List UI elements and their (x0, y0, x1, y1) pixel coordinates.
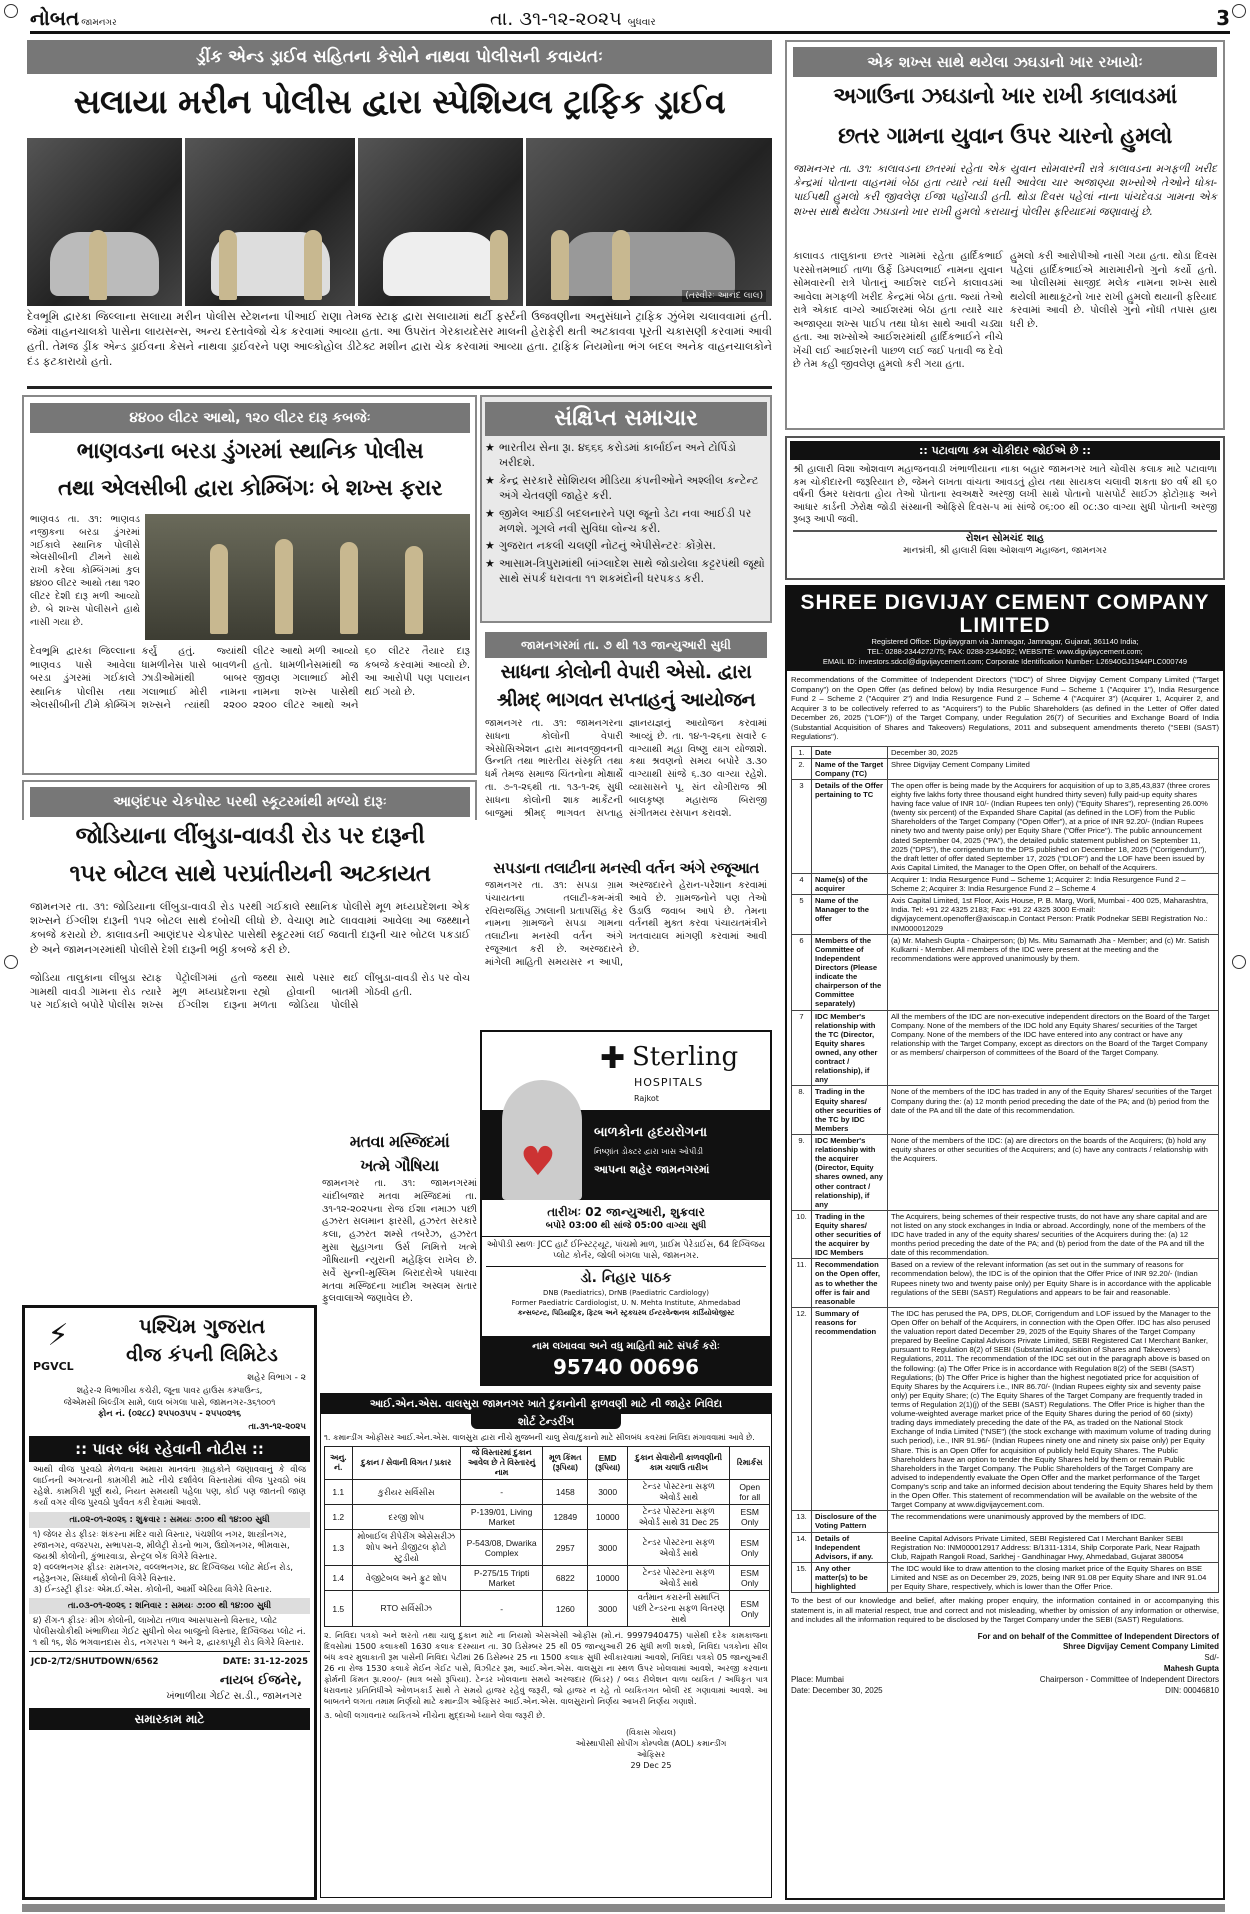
company-name: SHREE DIGVIJAY CEMENT COMPANY LIMITED (800, 591, 1210, 638)
idc-table-row (792, 934, 1219, 1010)
traffic-drive-photo (27, 138, 182, 306)
idc-cell-no: 10. (792, 1210, 812, 1259)
sterling-hospital-ad (480, 1030, 772, 1386)
idc-cell-key: Name of the Target Company (TC) (812, 758, 888, 779)
tender-cell: દરજી શોપ (352, 1505, 460, 1530)
pgvcl-company-name: પશ્ચિમ ગુજરાત (138, 1314, 266, 1338)
idc-cell-no: 3 (792, 779, 812, 873)
idc-cell-key: Trading in the Equity shares/ other securities of the acquirer by IDC Members (812, 1210, 888, 1259)
news-brief-item: ★ આસામ-ત્રિપુરામાંથી બાંગ્લાદેશ સાથે જોડાયેલા કટ્ટરપંથી જૂથો સાથે સંપર્ક ધરાવતા ૧૧ શકમંદોની ધરપકડ કરી. (485, 556, 765, 587)
tender-cell: 6822 (543, 1566, 588, 1591)
idc-cell-value: Based on a review of the relevant information (as set out in the summary of reasons for recommendation below), the IDC is of the opinion that the Offer Price of INR 92.20/- (Indian Rupees ninety two and twenty paise only) per Equity Share is in accordance with the applicable regulations of the SEBI (SAST) Regulations and appears to be fair and reasonable. (888, 1259, 1219, 1308)
heart-icon: ♥ (520, 1139, 556, 1185)
cement-ad-intro: Recommendations of the Committee of Independent Directors ("IDC") of Shree Digvijay Cement Company Limited ("Target Company") on the Open Offer (as defined below) by India Resurgence Fund – Scheme 1 ("Acquirer 1"), India Resurgence Fund 2 – Scheme 2 ("Acquirer 2") and India Resurgence Fund 2 – Scheme 4 ("Acquirer 3") (Acquirer 1, Acquirer 2, and Acquirer 3 to be collectively referred to as "Acquirers") to the Public Shareholders (as defined in the Letter of Offer dated December 26, 2025 ("LOF")) of the Target Company, under Regulation 26(7) of Securities and Exchange Board of India (Substantial Acquisition of Shares and Takeovers) Regulations, 2011 and subsequent amendments thereto ("SEBI (SAST) Regulations"). (791, 675, 1219, 742)
sterling-brand: Sterling (632, 1042, 739, 1072)
sterling-banner (482, 1110, 770, 1200)
kalavad-headline-1: અગાઉના ઝઘડાનો ખાર રાખી કાલાવડમાં (833, 84, 1177, 109)
page-number: 3 (1216, 6, 1230, 30)
masjid-body: જામનગર તા. ૩૧: જામનગરમાં ચાંદીબજાર મતવા મસ્જિદમાં તા. ૩૧-૧૨-૨૦૨૫ના રોજ ઈશા નમાઝ પછી હઝરત સલમાન ફારસી, હઝરત સરકારે કલા, હઝરત શમ્સે તબરેઝ, હઝરત મુસા સુહાગના ઉર્સ નિમિત્તે ખત્મે ગૌષિયાની ન્યુરાની મહેફિલ રાખેલ છે. સર્વે સુન્ની-મુસ્લિમ બિરાદરોએ પધારવા મતવા મસ્જિદના ખાદીમ અસ્લમ સતાર ફુલવાલાએ જણાવેલ છે. (322, 1178, 477, 1305)
bhanvad-body-left: ભાણવડ તા. ૩૧: ભાણવડ નજીકના બરડા ડુંગરમાં ગઈકાલે સ્થાનિક પોલીસે એલસીબીની ટીમને સાથે રાખી કરેલા કોમ્બિંગમાં કુલ ૪૪૦૦ લીટર આથો તથા ૧૨૦ લીટર દેશી દારૂ મળી આવ્યો છે. બે શખ્સ પોલીસને હાથે નાસી ગયા છે. (30, 514, 140, 628)
salaya-body: દેવભૂમિ દ્વારકા જિલ્લાના સલાયા મરીન પોલીસ સ્ટેશનના પીઆઈ રાણા તેમજ સ્ટાફ દ્વારા સલાયામાં થર્ટી ફર્સ્ટની ઉજવણીના અનુસંધાને ટ્રાફિક ઝુંબેશ ચલાવવામાં હતી. જેમાં વાહનચાલકો પાસેના લાયસન્સ, અન્ય દસ્તાવેજો ચેક કરવામાં આવ્યા હતા. આ ઉપરાંત ગેરકાયદેસર માલની હેરાફેરી થતી અટકાવવા પૂરતી ચકાસણી કરવામાં આવી હતી. તેમજ ડ્રીંક એન્ડ ડ્રાઈવના કેસને નાથવા ડ્રાઈવરને પણ આલ્કોહોલ ડીટેક્ટ મશીન દ્વારા ચેક કરવામાં આવ્યા હતા. ટ્રાફિક નિયમોના ભંગ બદલ અનેક વાહનચાલકોને દંડ ફટકારાયો હતો. (27, 310, 772, 368)
idc-cell-value: All the members of the IDC are non-executive independent directors on the Board of the Target Company. None of the members of the IDC hold any Equity Shares/ securities of the Target Company. None of the members of the IDC have entered into any contract or have any relationship with the Target Company, except as directors on the Board of the Target Company or as members/ chairperson of committees of the Board of the Target Company. (888, 1010, 1219, 1086)
tender-notice-ad (320, 1393, 772, 1898)
jodiya-header (30, 787, 470, 895)
pgvcl-address: શહેર-૨ વિભાગીય કચેરી, જૂના પાવર હાઉસ કમ્પાઉન્ડ, જેએમસી બિલ્ડીંગ સામે, લાલ બંગલા પાસે, જામનગર-૩૬૧૦૦૧ ફોન નં. (૦૨૮૮) ૨૫૫૦૩૫૫ - ૨૫૫૦૨૧૬ (63, 1386, 276, 1419)
jodiya-headline-2: ૧૫ર બોટલ સાથે પરપ્રાંતીયની અટકાયત (69, 861, 431, 887)
contact-phone: 95740 00696 (552, 1355, 700, 1379)
sterling-details (482, 1204, 770, 1334)
idc-cell-value: The Acquirers, being schemes of their respective trusts, do not have any share capital and are not listed on any stock exchanges in India or abroad. Accordingly, none of the members of the IDC have traded in any of the equity shares/ securities of the Acquirers during the: (a) 12 months period preceding the date of the PA; and (b) period from the date of the PA and till the date of this recommendation. (888, 1210, 1219, 1259)
idc-cell-key: Name of the Manager to the offer (812, 895, 888, 934)
tender-cell: ESM Only (730, 1505, 770, 1530)
idc-cell-key: Name(s) of the acquirer (812, 874, 888, 895)
tender-cell: 1260 (543, 1591, 588, 1627)
idc-cell-key: Date (812, 746, 888, 758)
masjid-story (322, 1130, 477, 1305)
kalavad-body-3: હુમલો કરી આરોપીઓ નાસી ગયા હતા. થોડા દિવસ પહેલાં હાર્દિકભાઈએ મારામારીનો ગુનો કર્યો હતો. આ પોલીસમાં સાજીદ મલેક નામના શખ્સ સાથે થયેલી માથાકૂટનો ખાર રાખી હુમલો થયાની ફરિયાદ કરવામાં આવી છે. પોલીસે ગુનો નોંધી તપાસ હાથ ધરી છે. (1010, 251, 1217, 330)
company-contact: TEL: 0288-2344272/75; FAX: 0288-2344092; WEBSITE: www.digvijaycement.com; (867, 647, 1143, 657)
cement-ad-header (787, 587, 1223, 671)
news-brief-item: ★ કેન્દ્ર સરકારે સોશિયલ મીડિયા કંપનીઓને અશ્લીલ કન્ટેન્ટ અંગે ચેતવણી જાહેર કરી. (485, 473, 765, 504)
newspaper-logo: નોબત જામનગર (30, 6, 117, 30)
cement-ipc-ad (785, 585, 1225, 1900)
traffic-drive-photo (185, 138, 355, 306)
company-email-cin: EMAIL ID: investors.sdccl@digvijaycement.com; Corporate Identification Number: L26940GJ1944PLC000749 (822, 657, 1188, 667)
kalavad-body: જામનગર તા. ૩૧: કાલાવડના છતરમાં રહેતા એક યુવાન સોમવારની રાત્રે કાલાવડના મગફળી ખરીદ કેન્દ્રમાં પોતાના વાહનમાં બેઠા હતા ત્યારે ત્યાં ધસી આવેલા ચાર અજાણ્યા શખ્સોએ તેઓને ધોકા-પાઈપથી હુમલો કરી જીવલેણ ઈજા પહોંચાડી હતી. થોડા દિવસ પહેલાં નાના પાંચદેવડા ગામના એક શખ્સ સાથે થયેલા ઝઘડાનો ખાર રાખી હુમલો કરાયાનું પોલીસ ફરિયાદમાં જણાવાયું છે. (793, 163, 1217, 218)
doctor-name: ડો. નિહાર પાઠક (580, 1270, 672, 1286)
idc-cell-key: Details of Independent Advisors, if any. (812, 1532, 888, 1562)
idc-cell-key: Summary of reasons for recommendation (812, 1307, 888, 1510)
idc-cell-no: 13. (792, 1511, 812, 1532)
masjid-headline-2: ખત્મે ગૌષિયા (360, 1156, 439, 1175)
tender-cell: ESM Only (730, 1530, 770, 1566)
bhagvat-headline-1: સાધના કોલોની વેપારી એસો. દ્વારા (500, 661, 752, 683)
opd-venue: ઓપીડી સ્થળઃ JCC હાર્ટ ઈન્સ્ટિટ્યૂટ, પાંચમો માળ, પ્રાઈમ પેરેડાઈસ, 64 દિગ્વિજય પ્લોટ કોર્નર, જોલી બંગલા પાસે, જામનગર. (486, 1237, 766, 1267)
tender-cell: P-139/01, Living Market (460, 1505, 542, 1530)
news-brief-list (485, 440, 765, 589)
doctor-qualification: Former Paediatric Cardiologist, U. N. Mehta Institute, Ahmedabad (511, 1299, 741, 1307)
tender-cell: RTO સર્વિસીઝ (352, 1591, 460, 1627)
bhanvad-headline-2: તથા એલસીબી દ્વારા કોમ્બિંગઃ બે શખ્સ ફરાર (58, 476, 442, 501)
tender-cell: 1.1 (325, 1480, 353, 1505)
idc-table-row (792, 746, 1219, 758)
idc-cell-value: Shree Digvijay Cement Company Limited (888, 758, 1219, 779)
contact-label: નામ લખાવવા અને વધુ માહિતી માટે સંપર્ક કરોઃ (532, 1341, 720, 1352)
tender-intro: ૧. કમાન્ડીંગ ઓફીસર આઈ.એન.એસ. વાલસુરા દ્વારા નીચે મુજબની ચાલુ સેવા/દુકાનો માટે સીલબંધ કવરમાં નિવિદા મંગાવવામાં આવે છે. (324, 1433, 755, 1442)
sterling-city: Rajkot (634, 1094, 659, 1103)
power-shutdown-body: આથી વીજ પુરવઠો મેળવતા અમારા માનવંતા ગ્રાહકોને જણાવવાનું કે વીજ લાઈનની અગત્યની કામગીરી માટે નીચે દર્શાવેલ વિસ્તારોમાં વીજ પુરવઠો બંધ રહેશે. કામગિરી પૂર્ણ થયે, નિયત સમયથી પહેલા પણ, કોઈ પણ જાતની જાણ કર્યા વગર વીજ પુરવઠો પુર્વવત કરી દેવામાં આવશે. (33, 1464, 306, 1508)
news-brief-title: સંક્ષિપ્ત સમાચાર (485, 402, 767, 436)
tender-cell: 10000 (588, 1505, 628, 1530)
registration-mark (1232, 955, 1246, 969)
tender-cell: - (460, 1591, 542, 1627)
tender-cell: ટેન્ડર પોસ્ટરના સફળ એવોર્ડ સાથે (627, 1480, 729, 1505)
tender-column-header: મૂળ કિંમત (રૂપિયા) (543, 1447, 588, 1480)
tender-cell: મોબાઈલ રીપેરીંગ એસેસરીઝ શોપ અને ડીજીટલ ફોટો સ્ટુડીયો (352, 1530, 460, 1566)
tender-signature (571, 1727, 731, 1771)
watchman-classified (785, 436, 1225, 580)
footer-bar (22, 1904, 1225, 1912)
pgvcl-logo-text: PGVCL (33, 1360, 74, 1373)
sterling-contact-bar (482, 1336, 770, 1384)
kalavad-header (793, 47, 1217, 159)
tender-column-header: દુકાન સેવારોની કાળવણીની કામ ચલાઉ તારીખ (627, 1447, 729, 1480)
idc-cell-no: 5 (792, 895, 812, 934)
pgvcl-company-name: વીજ કંપની લિમિટેડ (126, 1344, 278, 1366)
salaya-headline: સલાયા મરીન પોલીસ દ્વારા સ્પેશિયલ ટ્રાફિક ડ્રાઈવ (73, 82, 726, 121)
tender-cell: કુરીયર સર્વિસીસ (352, 1480, 460, 1505)
news-brief-item: ★ જીમેલ આઈડી બદલનારને પણ જૂનો ડેટા નવા આઈડી પર મળશે. ગૂગલે નવી સુવિધા લોન્ચ કરી. (485, 506, 765, 537)
idc-cell-no: 12. (792, 1307, 812, 1510)
power-shutdown-title: :: પાવર બંધ રહેવાની નોટીસ :: (29, 1436, 310, 1462)
idc-table-row (792, 1532, 1219, 1562)
tender-cell: ટેન્ડર પોસ્ટરના સફળ એવોર્ડ સાથે (627, 1566, 729, 1591)
idc-cell-value: None of the members of the IDC has traded in any of the Equity Shares/ securities of the Target Company during the: (a) 12 month period preceding the date of the PA; and (b) period from the date of the PA and till the date of this recommendation. (888, 1086, 1219, 1135)
masthead (30, 6, 1230, 34)
tender-cell: 1.2 (325, 1505, 353, 1530)
tender-cell: ESM Only (730, 1566, 770, 1591)
cement-declaration: To the best of our knowledge and belief, after making proper enquiry, the information contained in or accompanying this statement is, in all material respect, true and correct and not misleading, whether by omission of any information or otherwise, and includes all the information required to be disclosed by the Target Company under the SEBI (SAST) Regulations. (791, 1596, 1219, 1625)
news-brief-item: ★ ગુજરાત નકલી ચલણી નોટનું એપીસેન્ટરઃ કોંગ્રેસ. (485, 538, 765, 553)
sterling-subheadline: નિષ્ણાંત ડોક્ટર દ્વારા ખાસ ઓપીડી (594, 1147, 704, 1156)
registration-mark (1232, 4, 1246, 18)
bhanvad-header (30, 403, 470, 509)
tender-cell: વેજીટેબલ અને ફ્રુટ શોપ (352, 1566, 460, 1591)
idc-table-row (792, 1511, 1219, 1532)
tender-terms-3: ૩. બોલી લગાવનાર વ્યકિતએ નીચેના મુદ્દાઓ ધ્યાને લેવા જરૂરી છે. (324, 1710, 546, 1720)
jodiya-body: જામનગર તા. ૩૧: જોડિયાના લીંબુડા-વાવડી રોડ પરથી ગઈકાલે સ્થાનિક પોલીસે મૂળ મધ્યપ્રદેશના એક શખ્સને ઈંગ્લીશ દારૂની ૧૫૨ બોટલ સાથે દબોચી લીધો છે. વેચાણ માટે લાવવામાં આવેલા આ જથ્થાને કબજે કરાયો છે. કાલાવડની આણંદપર ચેકપોસ્ટ પાસેથી સ્કૂટરમાં લઈ જવાતી દારૂની ચાર બોટલ પકડાઈ છે અને જામનગરમાંથી પોલીસે દેશી દારૂની ભઠ્ઠી કબજે કરી છે. (30, 901, 471, 956)
idc-cell-no: 7 (792, 1010, 812, 1086)
tender-cell: 1458 (543, 1480, 588, 1505)
feeder-item: ૪) રીંગ-૧ ફીડરઃ મીગ કોલોની, લાખોટા તળાવ આસપાસનો વિસ્તાર, પ્લોટ પોલીસચોકીથી ખંભાળિયા ગેઈટ સુધીનો બેય બાજુનો વિસ્તાર, દિગ્વિજય પ્લોટ નં. ૧ થી ૧૬, શેઠ ભગવાનદાસ રોડ, નગરપરા ૧ અને ૨, દ્વારકાપૂરી રોડ વિગેરે વિસ્તાર. (33, 1615, 306, 1648)
masjid-headline-1: મતવા મસ્જિદમાં (349, 1132, 450, 1151)
jodiya-kicker: આણંદપર ચેકપોસ્ટ પરથી સ્કૂટરમાંથી મળ્યો દારૂઃ (30, 787, 470, 817)
bhanvad-headline-1: ભાણવડના બરડા ડુંગરમાં સ્થાનિક પોલીસ (76, 439, 424, 464)
idc-cell-no: 1. (792, 746, 812, 758)
tender-row (325, 1480, 770, 1505)
sapda-headline: સપડાના તલાટીના મનસ્વી વર્તન અંગે રજૂઆત (493, 859, 759, 877)
tender-subtitle: શોર્ટ ટેન્ડરીંગ (471, 1414, 621, 1429)
idc-cell-no: 2. (792, 758, 812, 779)
tender-cell: 1.4 (325, 1566, 353, 1591)
idc-cell-value: Beeline Capital Advisors Private Limited, SEBI Registered Cat I Merchant Banker SEBI Registration No: INM000012917 Address: B/1311-1314, Shilp Corporate Park, Near Rajpath Club, Rajpath Rangoli Road, Sarkhej - Gandhinagar Hwy, Ahmedabad, Gujarat 380054 (888, 1532, 1219, 1562)
idc-cell-value: December 30, 2025 (888, 746, 1219, 758)
tender-cell: 2957 (543, 1530, 588, 1566)
sterling-headline: બાળકોના હૃદયરોગના (594, 1125, 708, 1140)
tender-cell: - (460, 1480, 542, 1505)
idc-cell-value: The open offer is being made by the Acquirers for acquisition of up to 3,85,43,837 (three crores eighty five lakhs forty three thousand eight hundred thirty seven) fully paid-up equity shares having face value of INR 10/- (Indian Rupees ten only) ("Equity Shares"), representing 26.00% (twenty six percent) of the Expanded Share Capital (as defined in the LOF) from the Public Shareholders of the Target Company ("Open Offer"), at a price of INR 92.20/- (Indian Rupees ninety two and twenty paise only) per Equity Share ("Offer Price"). The public announcement dated September 04, 2025 ("PA"), the detailed public statement published on September 11, 2025 ("DPS"), the corrigendum to the DPS published on December 18, 2025 ("Corrigendum"), the draft letter of offer dated September 17, 2025 ("DLOF") and the LOF have been issued by Axis Capital Limited, the Manager to the Open Offer, on behalf of the Acquirers. (888, 779, 1219, 873)
idc-cell-key: Recommendation on the Open offer, as to whether the offer is fair and reasonable (812, 1259, 888, 1308)
accused-photo (145, 514, 470, 640)
classified-title: :: પટાવાળા કમ ચોકીદાર જોઈએ છે :: (790, 441, 1220, 460)
registration-mark (4, 4, 18, 18)
tender-title: આઈ.એન.એસ. વાલસુરા જામનગર ખાતે દુકાનોની ફાળવણી માટે ની જાહેર નિવિદા (321, 1394, 771, 1414)
pgvcl-body (29, 1386, 310, 1898)
photo-credit: (તસ્વીરઃ આનંદ લાલ) (682, 290, 766, 302)
jodiya-body-continued: જોડિયા તાલુકાના લીંબુડા ગામથી વાવડી ગામના રોડ પર ગઈકાલે બપોરે પોલીસ સ્ટાફ પેટ્રોલીંગમાં હતો ત્યારે મૂળ મધ્યપ્રદેશના શખ્સ ઈંગ્લીશ દારૂના જથ્થા સાથે પસાર થઈ રહ્યો હોવાની બાતમી મળતા જોડિયા પોલીસે લીંબુડા-વાવડી રોડ પર વોચ ગોઠવી હતી. (30, 973, 470, 1011)
tender-cell: 1.5 (325, 1591, 353, 1627)
idc-cell-no: 15. (792, 1562, 812, 1592)
feeder-item: ૧) જેલર રોડ ફીડરઃ શંકરના મંદિર વારો વિસ્તાર, પંચશીલ નગર, શાસ્ત્રીનગર, રજાનગર, વજરપરા, સભાપરા-૨, મીલેટ્રી રોડનો ભાગ, ઉદ્યોગનગર, ભીમવાસ, જયશ્રી કોલોની, કુંભારવાડા, સેન્ટ્રલ બેંક વિગેરે વિસ્તાર. (33, 1529, 290, 1562)
idc-table-row (792, 874, 1219, 895)
idc-cell-key: Details of the Offer pertaining to TC (812, 779, 888, 873)
tender-designation: ઓસ્થાપીસી સોપીંગ કોમ્પલેક્ષ (AOL) કમાન્ડીંગ ઓફિસર (575, 1739, 727, 1759)
idc-cell-value: (a) Mr. Mahesh Gupta - Chairperson; (b) Ms. Mitu Samarnath Jha - Member; and (c) Mr. Satish Kulkarni - Member. All members of the IDC were present at the meeting and the recommendations were approved unanimously by them. (888, 934, 1219, 1010)
doctor-qualification: DNB (Paediatrics), DrNB (Paediatric Cardiology) (542, 1289, 710, 1297)
idc-cell-no: 11. (792, 1259, 812, 1308)
sterling-brand-sub: HOSPITALS (634, 1076, 704, 1089)
tender-row (325, 1530, 770, 1566)
tender-column-header: રિમાર્કસ (730, 1447, 770, 1480)
sapda-body: જામનગર તા. ૩૧: સપડા ગ્રામ પંચાયતના તલાટી-કમ-મંત્રી રવિરાજસિંહ ઝાલાની પ્રતાપસિંહ કેર નામના ગ્રામજને સપડા ગામના તલાટીના મનસ્વી વર્તન અંગે રજૂઆત કરી છે. અરજદારને માંગેલી માહિતી સમયસર ન આપી, અરજદારને હેરાન-પરેશાન કરવામાં આવે છે. ગ્રામજનોને પણ તેઓ ઉડાઉ જવાબ આપે છે. તેમના વર્તનથી મુક્ત કરવા પંચાયતમંત્રીને ખતવાયાલ માંગણી કરવામાં આવી છે. (485, 880, 767, 968)
pgvcl-footer: સમારકામ માટે (29, 1708, 310, 1730)
sterling-logo-icon: ✚ (600, 1041, 626, 1076)
tender-terms: ૨. નિવિદા પત્રકો અને શરતો તથા ચાલુ દુકાન માટે ના નિયમો એસએસી ઓફીસ (મો.નં. 9997940475) પાસેથી દરેક કામકાજના દિવસોમાં 1500 કલાકથી 1630 કલાક દરમ્યાન તા. 30 ડિસેમ્બર 25 થી 05 જાન્યુઆરી 26 સુધી મળી શકશે, નિવિદા પત્રકોના સીલ બંધ કવર મુલાકાતી રૂમ પાસેની નિવિદા પેટીમાં 26 ડિસેમ્બર 25 ના 1500 કલાક સુધી સ્વીકારવામાં આવશે, નિવિદા પત્રકો 05 જાન્યુઆરી 26 ના રોજ 1530 કલાકે મેઈન ગેઈટ પાસે, વિઝીટર રૂમ, આઈ.એન.એસ. વાલસુરા ના સ્થળ ઉપર ખોલવામાં આવશે, અરજી કરવાના ફોર્મની કિંમત રૂા.૨૦૦/- (માત્ર બસો રૂપિયા). ટેન્ડર ખોલવાના સમયે અરજદાર (બિડર) / બ્લડ રીલેશન વાળા વ્યકિત / અધિકૃત પાત્ર ધરાવનાર પ્રતિનિધીએ ઓળખકાર્ડ સાથે તે સમયે હાજર રહેવું જરૂરી, જો હાજર ન રહે તો વ્યકિતગત બોલી રદ ગણાવામાં આવશે. આ બાબતને લગતા તમામ નિર્ણયો માટે કમાન્ડીંગ ઓફિસર આઈ.એન.એસ. વાલસુરાનો નિર્ણય આખરી નિર્ણય ગણાશે. (324, 1630, 768, 1706)
idc-cell-key: IDC Member's relationship with the TC (Director, Equity shares owned, any other contract / relationship), if any (812, 1010, 888, 1086)
bhagvat-headline-2: શ્રીમદ્ ભાગવત સપ્તાહનું આયોજન (496, 689, 756, 711)
idc-table-row (792, 1307, 1219, 1510)
pgvcl-date: તા.૩૧-૧૨-૨૦૨૫ (248, 1421, 306, 1432)
idc-cell-key: Members of the Committee of Independent Directors (Please indicate the chairperson of the Committee separately) (812, 934, 888, 1010)
issue-date: તા. ૩૧-૧૨-૨૦૨૫ બુધવાર (490, 8, 656, 30)
sapda-story (485, 856, 767, 1024)
feeder-list (29, 1528, 310, 1598)
news-brief-item: ★ ભારતીય સેના રૂા. ૪૬૬૬ કરોડમાં કાર્બાઈન અને ટોર્પિડો ખરીદશે. (485, 440, 765, 471)
idc-table-row (792, 1259, 1219, 1308)
registration-mark (4, 955, 18, 969)
tender-cell: 3000 (588, 1480, 628, 1505)
tender-cell: વર્તમાન કરારની સમાપ્તિ પછી ટેન્ડરના સફળ વિતરણ સાથે (627, 1591, 729, 1627)
idc-cell-no: 8. (792, 1086, 812, 1135)
bhagvat-body: જામનગર તા. ૩૧: જામનગરના સાધના કોલોની વેપારી એસોસિએશન દ્વારા માનવજીવનની ઉન્નતિ તથા ભારતીય સંસ્કૃતિ તથા ધર્મ તેમજ સમાજ ચિંતનોના મોક્ષાર્થે તા. ૭-૧-૨૬થી તા. ૧૩-૧-૨૬ સુધી સાધના કોલોની શાક માર્કેટની બાજુમાં શ્રીમદ્ ભાગવત સપ્તાહ જ્ઞાનયજ્ઞનું આયોજન કરવામાં આવ્યું છે. તા. ૧૪-૧-૨૬ના સવારે ૯ વાગ્યાથી મહા વિષ્ણુ યાગ યોજાશે. કથા શ્રવણનો સમય બપોરે ૩.૩૦ વાગ્યાથી સાંજે ૬.૩૦ વાગ્યા રહેશે. વ્યાસાસને પૂ. સંત યોગીરાજ શ્રી બાલકૃષ્ણ મહારાજ બિરાજી સંગીતમય રસપાન કરાવશે. (485, 718, 767, 819)
bhagvat-kicker: જામનગરમાં તા. ૭ થી ૧૩ જાન્યુઆરી સુધી (485, 632, 767, 658)
idc-cell-no: 6 (792, 934, 812, 1010)
tender-cell: Open for all (730, 1480, 770, 1505)
kalavad-body-2: કાલાવડ તાલુકાના છતર ગામમાં રહેતા હાર્દિકભાઈ પરસોત્તમભાઈ તાળા ઉર્ફે ડિમ્પલભાઈ નામના યુવાન સોમવારની રાત્રે પોતાનું આઈશર લઈને કાલાવડમાં આવેલા મગફળી ખરીદ કેન્દ્રમાં બેઠા હતા. જ્યાં તેઓ રાત્રે એકાદ વાગ્યે આઈશરમાં બેઠા હતા ત્યારે ચાર અજાણ્યા શખ્સ પાઈપ તથા ધોકા સાથે આવી ચડ્યા હતા. આ શખ્સોએ આઈશરમાંથી હાર્દિકભાઈને નીચે ખેંચી લઈ આઈશરની પાછળ લઈ જઈ પતાવી જ દેવો છે તેમ કહી જીવલેણ હુમલો કરી ગયા હતા. (793, 251, 1003, 370)
traffic-drive-photo (526, 138, 772, 306)
bhagvat-story (485, 632, 767, 850)
opd-time: બપોરે 03:00 થી સાંજે 05:00 વાગ્યા સુધી (482, 1220, 770, 1237)
classified-designation: માનદ્મંત્રી, શ્રી હાલારી વિશા ઓશવાળ મહાજન, જામનગર (903, 545, 1107, 556)
sterling-headline-2: આપના શહેર જામનગરમાં (594, 1163, 710, 1176)
idc-table-row (792, 1134, 1219, 1210)
tender-cell: ESM Only (730, 1591, 770, 1627)
bhanvad-kicker: ૪૪૦૦ લીટર આથો, ૧૨૦ લીટર દારૂ કબજેઃ (30, 403, 470, 433)
tender-row (325, 1566, 770, 1591)
classified-body: શ્રી હાલારી વિશા ઓશવાળ મહાજનવાડી ખંભાળીયાના નાકા બહાર જામનગર ખાતે ચોવીસ કલાક માટે પટાવાળા કમ ચોકીદારની જરૂરિયાત છે, જેમને લખતા વાંચતા આવડતું હોય તથા સાયકલ ચલાવી શકતા ૪૦ વર્ષ થી ૬૦ વર્ષની ઉંમર ધરાવતા હોય તેઓ પોતાના સ્વઅક્ષરે અરજી લખી સાથે પોતાનો પાસપોર્ટ સાઈઝ ફોટોગ્રાફ અને આધાર કાર્ડની ઝેરોક્ષ જોડી સંસ્થાની ઓફિસે દિવસ-૫ માં સાંજે ૦૬:૦૦ થી ૦૮:૩૦ વાગ્યા સુધી પોતાની અરજી રૂબરૂ આપી જવી. (793, 464, 1217, 525)
kalavad-headline-2: છતર ગામના યુવાન ઉપર ચારનો હુમલો (838, 124, 1172, 149)
opd-date: તારીખઃ 02 જાન્યુઆરી, શુક્રવાર (547, 1205, 705, 1219)
tender-cell: 10000 (588, 1566, 628, 1591)
pgvcl-signatory: નાયબ ઈજનેર, (219, 1672, 302, 1688)
salaya-kicker: ડ્રીંક એન્ડ ડ્રાઈવ સહિતના કેસોને નાથવા પોલીસની કવાયતઃ (27, 40, 772, 74)
idc-cell-value: The IDC has perused the PA, DPS, DLOF, Corrigendum and LOF issued by the Manager to the Open Offer on behalf of the Acquirers, in connection with the Open Offer. IDC has also perused the valuation report dated December 29, 2025 of the Equity Shares of the Target Company prepared by Beeline Capital Advisors Private Limited, SEBI Registered Cat I Merchant Banker, pursuant to Regulation 8(2) of SEBI (Substantial Acquisition of Shares and Takeovers) Regulations, 2011. The recommendation of the IDC set out in the paragraph above is based on the following: (a) The Offer Price is in accordance with Regulation 8(2) of the SEBI (SAST) Regulations; (b) The Offer Price is higher than the highest negotiated price for acquisition of Equity Shares by the Acquirers i.e., INR 86.70/- (Indian Rupees eighty six and seventy paise only) per Equity Share; (c) The Equity Shares of the Target Company are frequently traded in terms of Regulation 2(1)(j) of the SEBI (SAST) Regulations. The Offer Price is higher than the volume-weighted average market price of the Equity Shares during the period of 60 (sixty) trading days immediately preceding the date of the PA, as traded on the National Stock Exchange of India Limited ("NSE") (the stock exchange with maximum volume of trading during such period), i.e., INR 91.96/- (Indian Rupees ninety one and ninety six paise only) per Equity Share. This is an Open Offer for acquisition of publicly held Equity Shares. The Public Shareholders have an option to tender the Equity Shares held by them or remain Public Shareholders in the Target Company. The Public Shareholders of the Target Company are advised to independently evaluate the Open Offer and the market performance of the Target Company's scrip and take an informed decision about tendering the Equity Shares held by them in the Open Offer. This statement of recommendation will be available on the website of the Target Company at www.digvijaycement.com. (888, 1307, 1219, 1510)
idc-table-row (792, 895, 1219, 934)
idc-cell-key: Disclosure of the Voting Pattern (812, 1511, 888, 1532)
idc-cell-value: Axis Capital Limited, 1st Floor, Axis House, P. B. Marg, Worli, Mumbai - 400 025, Maharashtra, India. Tel: +91 22 4325 2183; Fax: +91 22 4325 3000 E-mail: digvijaycement.openoffer@axiscap.in Contact Person: Pratik Podnekar SEBI Registration No.: INM000012029 (888, 895, 1219, 934)
cement-signature-block: For and on behalf of the Committee of Independent Directors of Shree Digvijay Cement Company Limited Sd/- Mahesh Gupta Place: Mumbai Chairperson - Committee of Independent Directors Date: December 30, 2025 DIN: 00046810 (791, 1631, 1219, 1695)
idc-cell-no: 14. (792, 1532, 812, 1562)
idc-table-row (792, 1010, 1219, 1086)
tender-date: 29 Dec 25 (630, 1761, 672, 1770)
pgvcl-logo-icon: ⚡ (47, 1318, 69, 1353)
idc-cell-value: Acquirer 1: India Resurgence Fund – Scheme 1; Acquirer 2: India Resurgence Fund 2 – Scheme 2; Acquirer 3: India Resurgence Fund 2 – Scheme 4 (888, 874, 1219, 895)
tender-row (325, 1591, 770, 1627)
idc-table-row (792, 1210, 1219, 1259)
idc-cell-no: 4 (792, 874, 812, 895)
tender-cell: P-543/08, Dwarika Complex (460, 1530, 542, 1566)
tender-cell: 3000 (588, 1530, 628, 1566)
idc-table-row (792, 779, 1219, 873)
tender-cell: P-275/15 Tripti Market (460, 1566, 542, 1591)
tender-cell: 12849 (543, 1505, 588, 1530)
tender-table (324, 1446, 770, 1627)
tender-signatory: (વિકાસ ગોયલ) (625, 1728, 677, 1737)
tender-cell: ટેન્ડર પોસ્ટરના સફળ એવોર્ડ સાથે (627, 1530, 729, 1566)
doctor-qualification: કન્સલ્ટન્ટ, પિડિયાટ્રિક, ફિટલ અને સ્ટ્રક્ચરલ ઈન્ટરવેન્શનલ કાર્ડિયોલોજીસ્ટ (517, 1309, 735, 1317)
feeder-item: ૩) ઈન્ડસ્ટ્રી ફીડરઃ એમ.ઈ.એસ. કોલોની, આર્મી એરિયા વિગેરે વિસ્તાર. (33, 1584, 272, 1595)
idc-table-row (792, 1086, 1219, 1135)
shutdown-schedule: તા.૦૩-૦૧-૨૦૨૬ : શનિવાર : સમયઃ ૭:૦૦ થી ૧૪:૦૦ સુધી (29, 1598, 310, 1614)
divider (27, 386, 772, 389)
jodiya-headline-1: જોડિયાના લીંબુડા-વાવડી રોડ પર દારૂની (75, 823, 425, 849)
idc-recommendation-table (791, 746, 1219, 1594)
idc-cell-value: The recommendations were unanimously approved by the members of IDC. (888, 1511, 1219, 1532)
tender-cell: 1.3 (325, 1530, 353, 1566)
salaya-header (27, 40, 772, 134)
shutdown-schedule: તા.૦૨-૦૧-૨૦૨૬ : શુક્રવાર : સમયઃ ૭:૦૦ થી ૧૪:૦૦ સુધી (29, 1512, 310, 1528)
tender-cell: ટેન્ડર પોસ્ટરના સફળ એવોર્ડ સાથે 31 Dec 25 (627, 1505, 729, 1530)
kalavad-kicker: એક શખ્સ સાથે થયેલા ઝઘડાનો ખાર રખાયોઃ (793, 47, 1217, 77)
feeder-item: ૨) વલ્લભનગર ફીડરઃ રામનગર, વલ્લભનગર, ૪૮ દિગ્વિજય પ્લોટ મેઈન રોડ, નહેરૂનગર, સિધ્ધાર્થ કોલોની વિગેરે વિસ્તાર. (33, 1562, 293, 1584)
pgvcl-ref: JCD-2/T2/SHUTDOWN/6562 DATE: 31-12-2025 (29, 1651, 310, 1668)
traffic-drive-photo (358, 138, 523, 306)
idc-cell-value: The IDC would like to draw attention to the closing market price of the Equity Shares on BSE Limited and NSE as on December 29, 2025, being INR 91.08 per Equity Share and INR 91.04 per Equity Share, respectively, which is lower than the Offer Price. (888, 1562, 1219, 1592)
idc-cell-value: None of the members of the IDC: (a) are directors on the boards of the Acquirers; (b) hold any equity shares or other securities of the Acquirers; and (c) have any contracts / relationship with the Acquirers. (888, 1134, 1219, 1210)
tender-row (325, 1505, 770, 1530)
bhanvad-body: દેવભૂમિ દ્વારકા જિલ્લાના ભાણવડ પાસે આવેલા બરડા ડુંગરમાં ગઈકાલે સ્થાનિક પોલીસ તથા એલસીબીની ટીમે કોમ્બિંગ કર્યું હતું. જ્યાંથી ધામળીનેસ પાસે બાવળની ઝાડીઓમાંથી બાબર ગલાભાઈ મોરી નામના શખ્સને ત્યાંથી ૨૨૦૦ લીટર આથો મળી આવ્યો હતો. ધામળીનેસમાંથી જ જીવણ ગલાભાઈ મોરી નામના શખ્સ પાસેથી ૨૨૦૦ લીટર આથો અને ૬૦ લીટર તૈયાર દારૂ કબજે કરવામાં આવ્યો છે. આ આરોપી પણ પલાયન થઈ ગયો છે. (30, 646, 470, 711)
news-brief-content (485, 402, 767, 620)
idc-table-row (792, 1562, 1219, 1592)
idc-table-row (792, 758, 1219, 779)
idc-cell-key: IDC Member's relationship with the acquirer (Director, Equity shares owned, any other contract / relationship), if any (812, 1134, 888, 1210)
classified-signatory: રોશન સોમચંદ શાહ (793, 530, 1217, 545)
registered-office: Registered Office: Digvijaygram via Jamnagar, Jamnagar, Gujarat, 361140 India; (871, 637, 1139, 647)
pgvcl-notice-ad (22, 1305, 317, 1900)
tender-cell: 3000 (588, 1591, 628, 1627)
pgvcl-division: શહેર વિભાગ - ૨ (247, 1373, 306, 1383)
tender-column-header: અનુ. નં. (325, 1447, 353, 1480)
tender-column-header: EMD (રૂપિયા) (588, 1447, 628, 1480)
pgvcl-office: ખંભાળીયા ગેઈટ સ.ડી., જામનગર (166, 1690, 302, 1702)
idc-cell-key: Any other matter(s) to be highlighted (812, 1562, 888, 1592)
tender-column-header: દુકાન / સેવાની વિગત / પ્રકાર (352, 1447, 460, 1480)
idc-cell-key: Trading in the Equity shares/ other securities of the TC by IDC Members (812, 1086, 888, 1135)
tender-column-header: જે વિસ્તારમાં દુકાન આવેલ છે તે વિસ્તારનું નામ (460, 1447, 542, 1480)
idc-cell-no: 9. (792, 1134, 812, 1210)
